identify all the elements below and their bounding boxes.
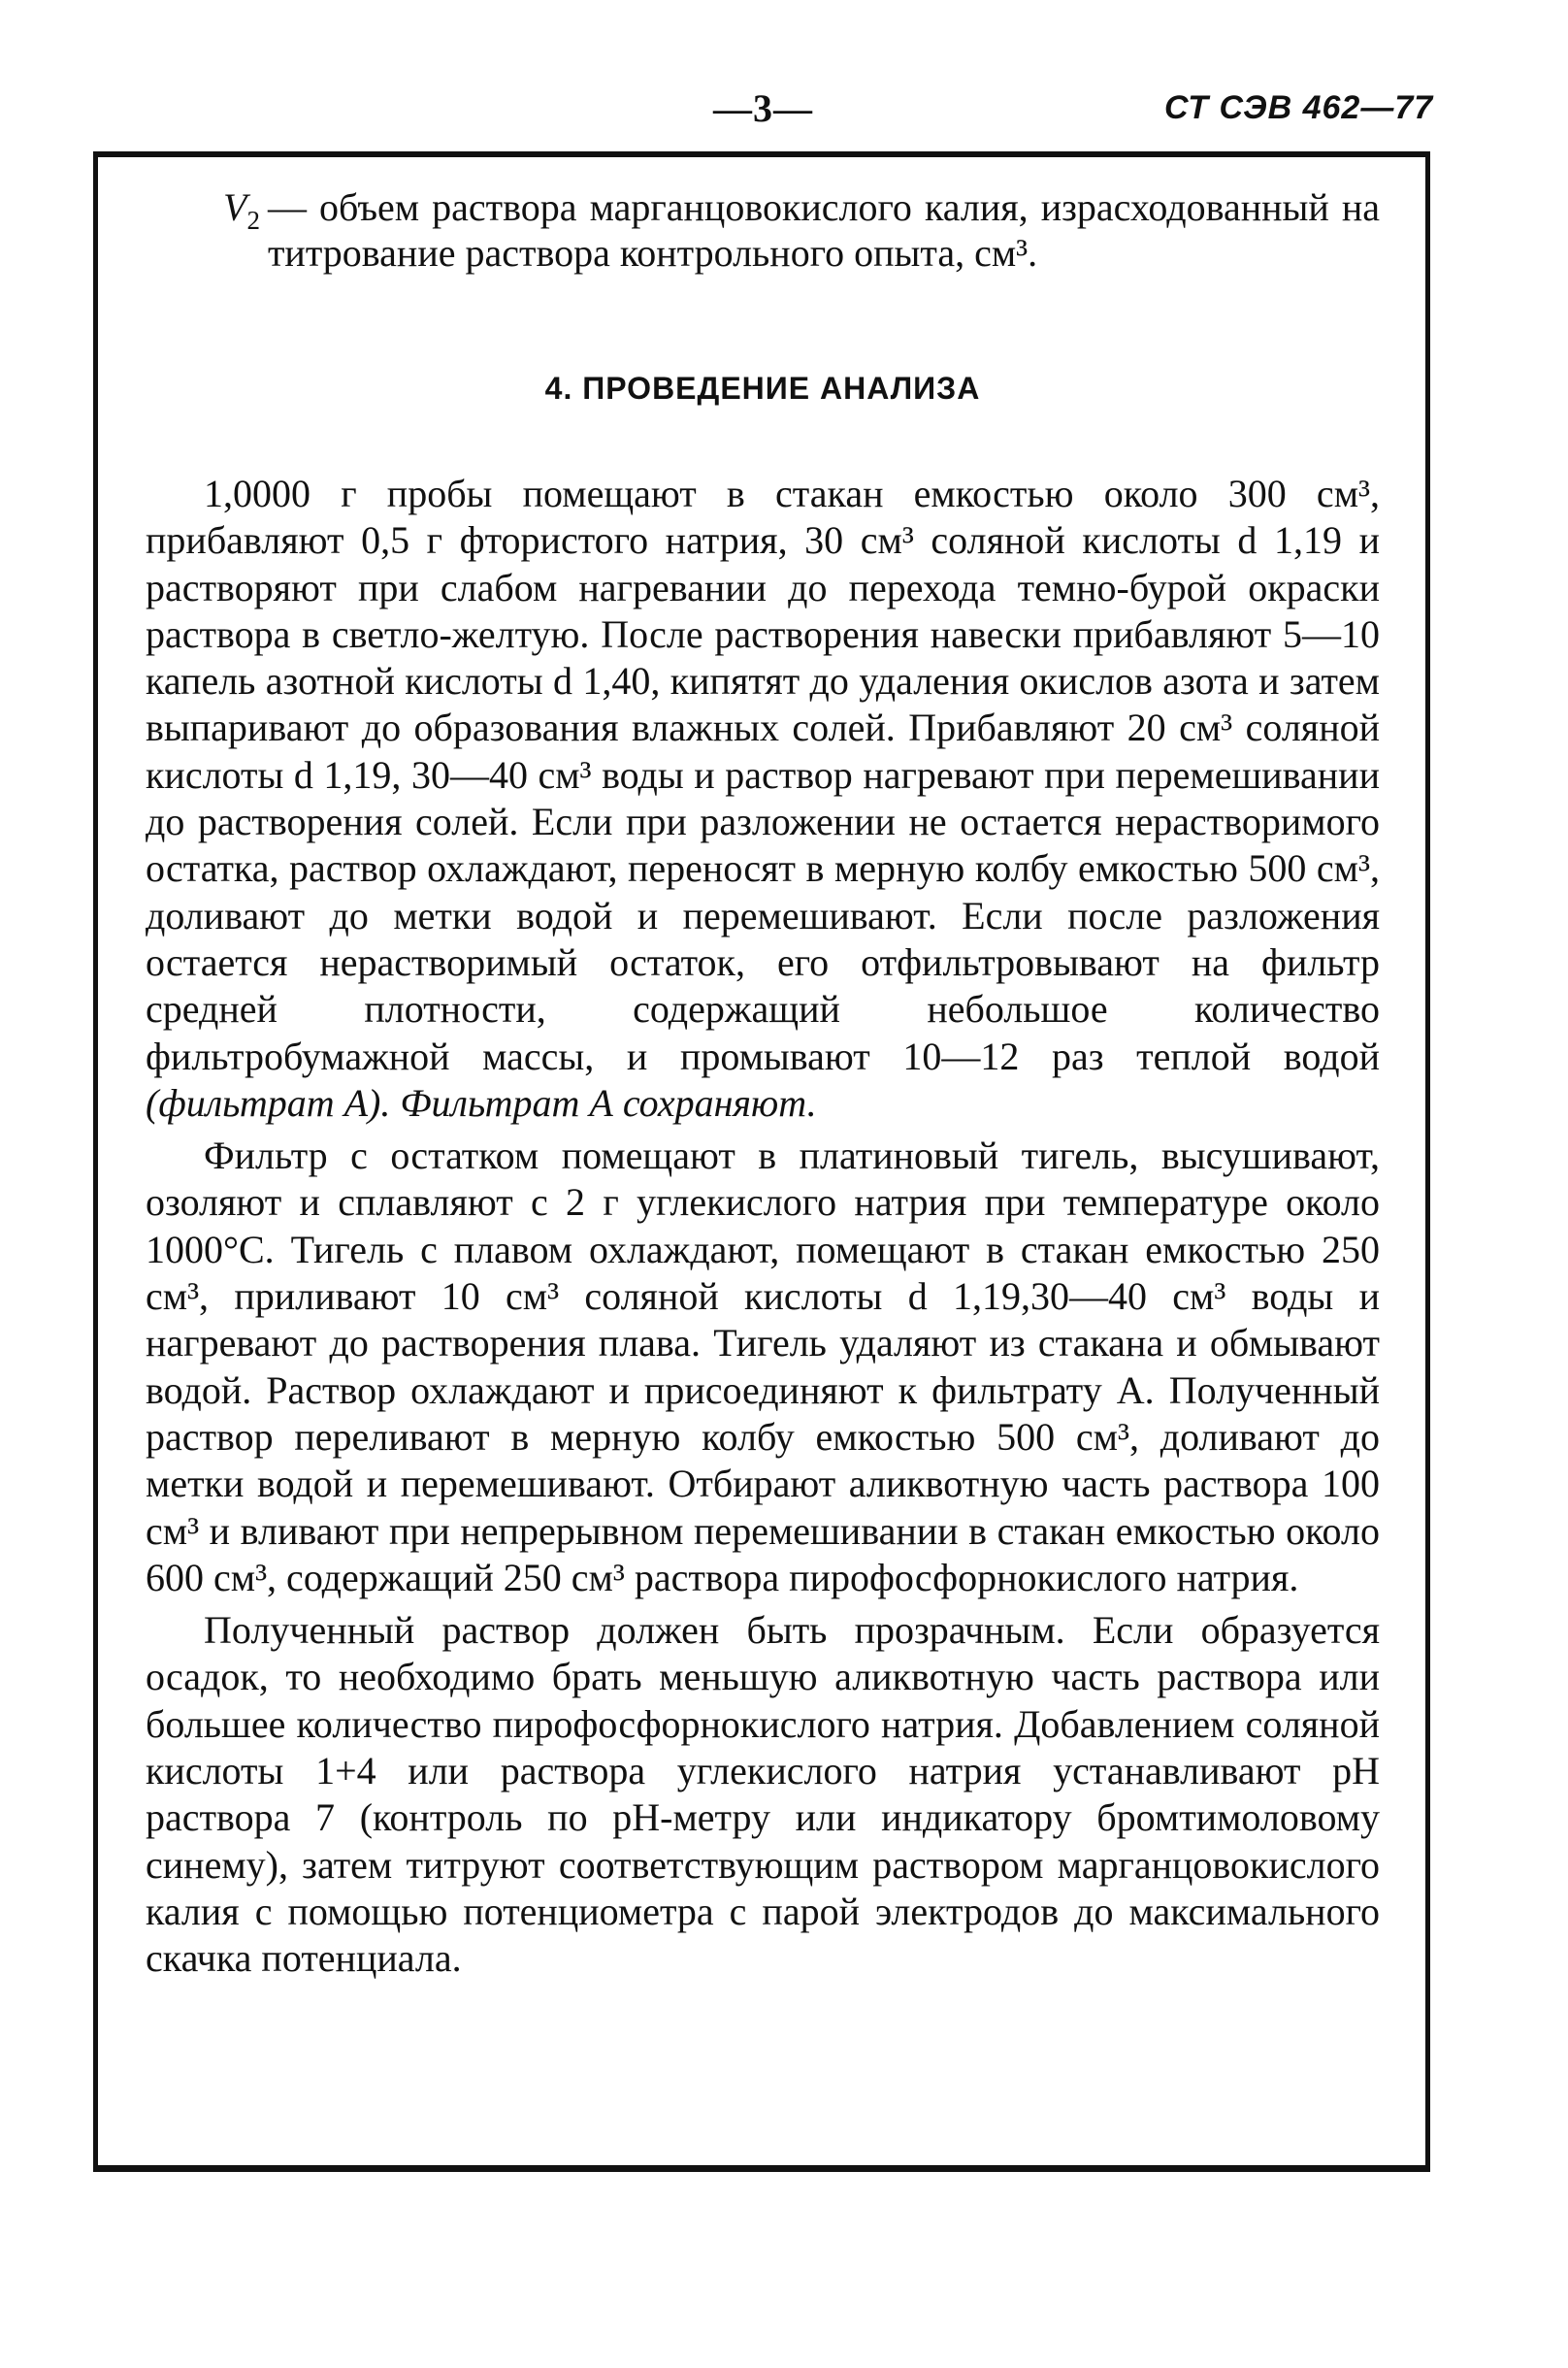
page-number: —3— bbox=[713, 86, 813, 130]
body-text bbox=[146, 471, 1380, 1983]
paragraph-1-text: 1,0000 г пробы помещают в стакан емкостью около 300 см³, прибавляют 0,5 г фтористого натрия, 30 см³ соляной кислоты d 1,19 и растворяют при слабом нагревании до перехода темно-бурой окраски раствора в светло-желтую. После растворения навески прибавляют 5—10 капель азотной кислоты d 1,40, кипятят до удаления окислов азота и затем выпаривают до образования влажных солей. Прибавляют 20 см³ соляной кислоты d 1,19, 30—40 см³ воды и раствор нагревают при перемешивании до растворения солей. Если при разложении не остается нерастворимого остатка, раствор охлаждают, переносят в мерную колбу емкостью 500 см³, доливают до метки водой и перемешивают. Если после разложения остается нерастворимый остаток, его отфильтровывают на фильтр средней плотности, содержащий небольшое количество фильтробумажной массы, и промывают 10—12 раз теплой водой bbox=[146, 472, 1380, 1078]
paragraph-3: Полученный раствор должен быть прозрачным. Если образуется осадок, то необходимо брать меньшую аликвотную часть раствора или большее количество пирофосфорнокислого натрия. Добавлением соляной кислоты 1+4 или раствора углекислого натрия устанавливают pH раствора 7 (контроль по pH-метру или индикатору бромтимоловому синему), затем титруют соответствующим раствором марганцовокислого калия с помощью потенциометра с парой электродов до максимального скачка потенциала. bbox=[146, 1608, 1380, 1981]
variable-symbol-subscript: 2 bbox=[246, 206, 260, 235]
paragraph-2: Фильтр с остатком помещают в платиновый тигель, высушивают, озоляют и сплавляют с 2 г углекислого натрия при температуре около 1000°С. Тигель с плавом охлаждают, помещают в стакан емкостью 250 см³, приливают 10 см³ соляной кислоты d 1,19,30—40 см³ воды и нагревают до растворения плава. Тигель удаляют из стакана и обмывают водой. Раствор охлаждают и присоединяют к фильтрату А. Полученный раствор переливают в мерную колбу емкостью 500 см³, доливают до метки водой и перемешивают. Отбирают аликвотную часть раствора 100 см³ и вливают при непрерывном перемешивании в стакан емкостью около 600 см³, содержащий 250 см³ раствора пирофосфорнокислого натрия. bbox=[146, 1134, 1380, 1599]
variable-definition-text: — объем раствора марганцовокислого калия, израсходованный на титрование раствора контрольного опыта, см³. bbox=[267, 185, 1380, 275]
variable-symbol bbox=[223, 184, 260, 276]
variable-definition bbox=[223, 184, 1380, 276]
section-heading: 4. ПРОВЕДЕНИЕ АНАЛИЗА bbox=[544, 371, 981, 406]
page-content bbox=[146, 184, 1380, 1989]
variable-symbol-letter: V bbox=[223, 185, 247, 229]
paragraph-1-italic-tail: (фильтрат А). Фильтрат А сохраняют. bbox=[146, 1080, 817, 1125]
paragraph-1 bbox=[146, 471, 1380, 1127]
standard-code: СТ СЭВ 462—77 bbox=[1164, 89, 1434, 126]
